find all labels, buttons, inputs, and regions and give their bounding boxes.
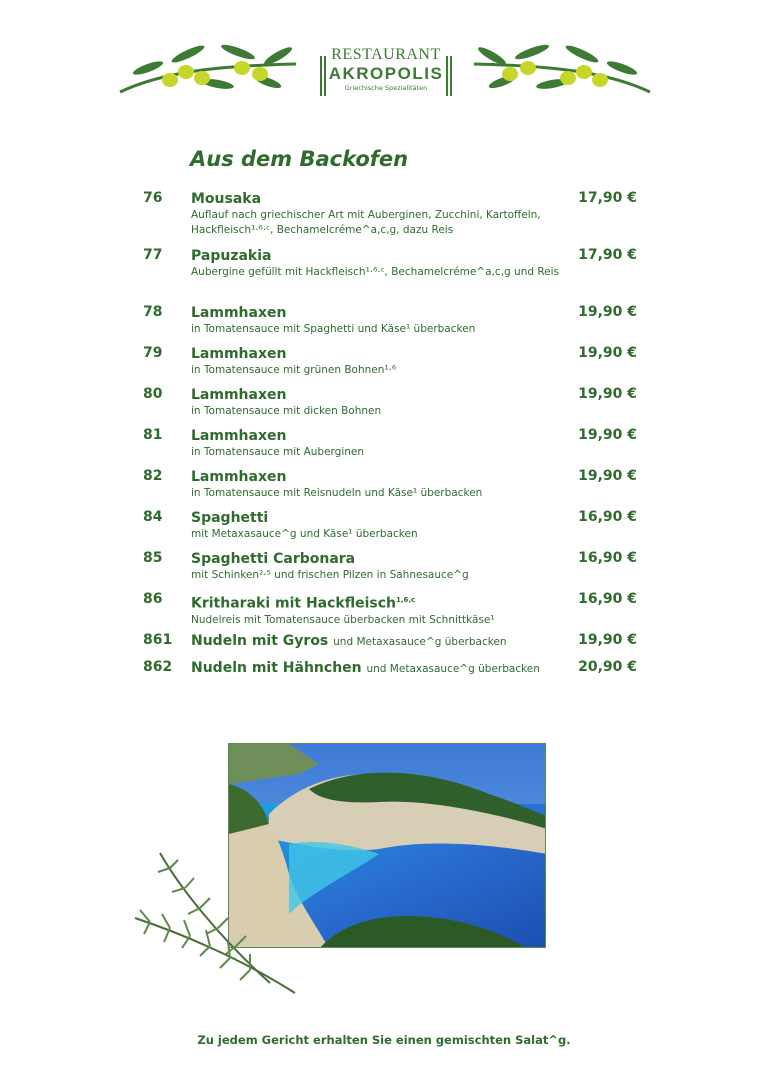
item-description: in Tomatensauce mit dicken Bohnen	[191, 405, 382, 417]
item-name-row	[191, 509, 567, 527]
item-number: 78	[143, 304, 163, 320]
olive-branch-left-icon	[118, 44, 298, 96]
item-description: in Tomatensauce mit Reisnudeln und Käse¹ überbacken	[191, 487, 483, 499]
item-number: 86	[143, 591, 163, 607]
item-number: 862	[143, 659, 173, 675]
item-number: 85	[143, 550, 163, 566]
menu-item	[143, 427, 637, 468]
menu-item	[143, 190, 637, 247]
item-price: 16,90 €	[578, 591, 637, 607]
item-name: Spaghetti Carbonara	[191, 551, 356, 567]
item-name-row	[191, 468, 567, 486]
item-price: 19,90 €	[578, 345, 637, 361]
item-price: 16,90 €	[578, 509, 637, 525]
menu-items-list	[143, 190, 637, 686]
item-name: Lammhaxen	[191, 346, 287, 362]
olive-branch-right-icon	[472, 44, 652, 96]
item-name: Kritharaki mit Hackfleisch	[191, 595, 396, 612]
menu-item	[143, 247, 637, 304]
item-price: 16,90 €	[578, 550, 637, 566]
menu-item	[143, 304, 637, 345]
item-price: 19,90 €	[578, 386, 637, 402]
menu-item	[143, 468, 637, 509]
item-name: Lammhaxen	[191, 387, 287, 403]
menu-item	[143, 632, 637, 659]
item-name: Lammhaxen	[191, 305, 287, 321]
item-name-row	[191, 591, 567, 613]
item-description: Aubergine gefüllt mit Hackfleisch¹·⁶·ᶜ, Bechamelcréme^a,c,g und Reis	[191, 266, 560, 278]
item-price: 17,90 €	[578, 247, 637, 263]
item-price: 20,90 €	[578, 659, 637, 675]
item-name-row	[191, 190, 567, 208]
item-description: mit Schinken²·⁵ und frischen Pilzen in Sahnesauce^g	[191, 569, 469, 581]
item-price: 19,90 €	[578, 427, 637, 443]
item-name: Lammhaxen	[191, 469, 287, 485]
item-description: und Metaxasauce^g überbacken	[366, 663, 540, 675]
item-name-row	[191, 632, 567, 651]
section-title: Aus dem Backofen	[190, 147, 409, 171]
item-description: in Tomatensauce mit grünen Bohnen¹·⁶	[191, 364, 397, 376]
item-description: Nudelreis mit Tomatensauce überbacken mit Schnittkäse¹	[191, 613, 495, 626]
item-number: 82	[143, 468, 163, 484]
item-name-row	[191, 427, 567, 445]
item-number: 80	[143, 386, 163, 402]
logo-restaurant-text: RESTAURANT	[331, 46, 441, 63]
menu-item	[143, 659, 637, 686]
item-name-row	[191, 386, 567, 404]
item-description: Auflauf nach griechischer Art mit Auberginen, Zucchini, Kartoffeln, Hackfleisch¹·⁶·ᶜ, Bechamelcréme^a,c,g, dazu Reis	[191, 209, 541, 236]
item-name: Papuzakia	[191, 248, 272, 264]
restaurant-logo	[322, 46, 450, 108]
item-price: 19,90 €	[578, 468, 637, 484]
item-number: 81	[143, 427, 163, 443]
item-name-row	[191, 550, 567, 568]
rosemary-sprig-icon	[130, 848, 300, 998]
item-name-row	[191, 247, 567, 265]
menu-item	[143, 345, 637, 386]
item-number: 76	[143, 190, 163, 206]
item-name-row	[191, 304, 567, 322]
item-number: 84	[143, 509, 163, 525]
menu-item	[143, 591, 637, 632]
item-price: 19,90 €	[578, 304, 637, 320]
item-number: 861	[143, 632, 173, 648]
item-name: Nudeln mit Gyros	[191, 633, 329, 649]
item-number: 79	[143, 345, 163, 361]
menu-item	[143, 386, 637, 427]
menu-item	[143, 550, 637, 591]
item-name-row	[191, 659, 567, 678]
logo-subtitle-text: Griechische Spezialitäten	[344, 84, 428, 92]
item-name: Lammhaxen	[191, 428, 287, 444]
item-price: 19,90 €	[578, 632, 637, 648]
item-description: in Tomatensauce mit Auberginen	[191, 446, 365, 458]
item-description: in Tomatensauce mit Spaghetti und Käse¹ überbacken	[191, 323, 476, 335]
item-number: 77	[143, 247, 163, 263]
item-name: Spaghetti	[191, 510, 269, 526]
item-name: Nudeln mit Hähnchen	[191, 660, 362, 676]
item-price: 17,90 €	[578, 190, 637, 206]
item-name: Mousaka	[191, 191, 262, 207]
item-name-row	[191, 345, 567, 363]
item-description: und Metaxasauce^g überbacken	[333, 636, 507, 648]
menu-item	[143, 509, 637, 550]
footer-note: Zu jedem Gericht erhalten Sie einen gemischten Salat^g.	[197, 1033, 571, 1047]
item-description: mit Metaxasauce^g und Käse¹ überbacken	[191, 528, 418, 540]
header	[0, 38, 768, 108]
logo-name-text: AKROPOLIS	[328, 64, 444, 83]
item-name-allergens: 1,6,c	[396, 596, 416, 604]
